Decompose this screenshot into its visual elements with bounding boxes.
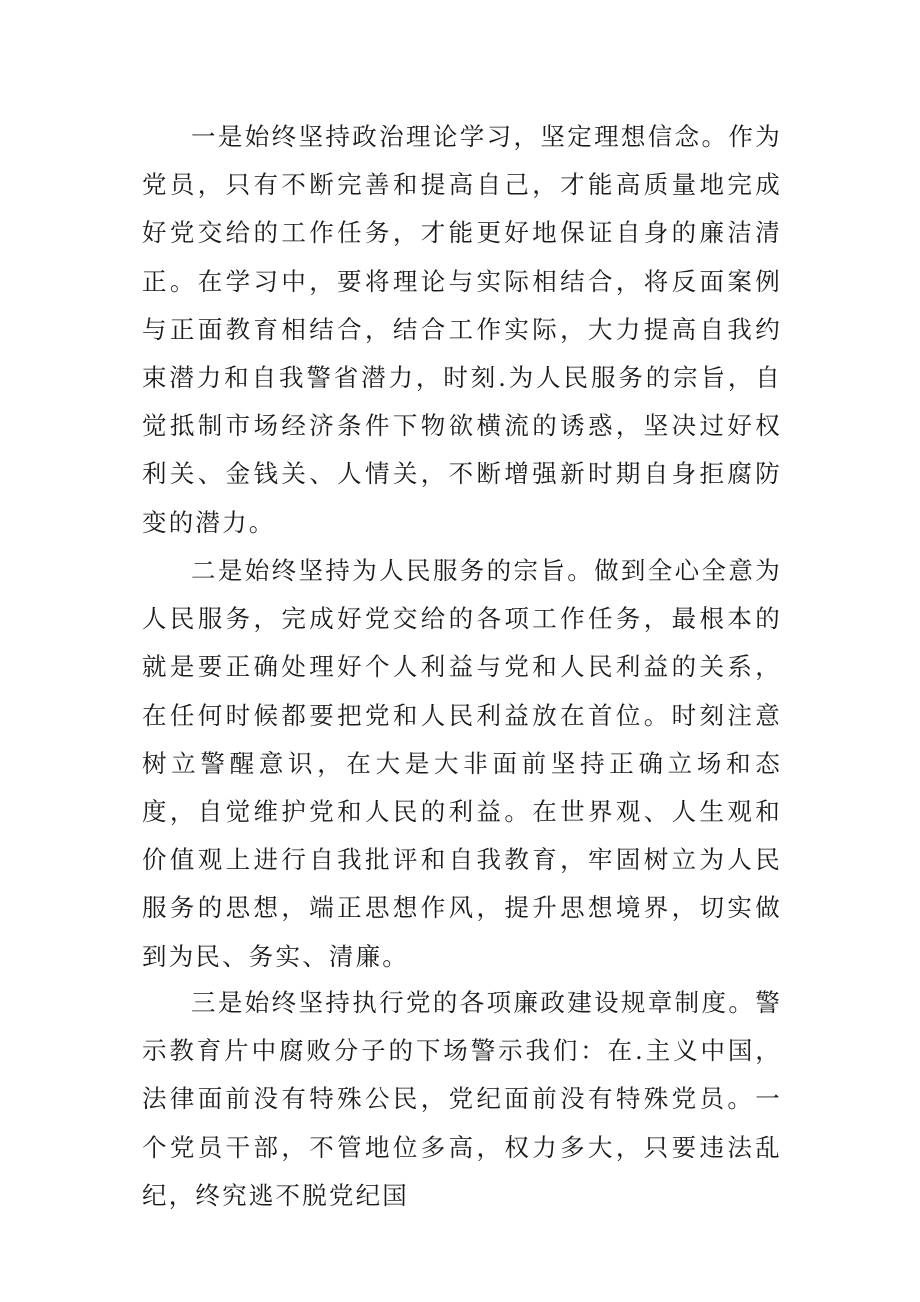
paragraph-political-study: 一是始终坚持政治理论学习，坚定理想信念。作为党员，只有不断完善和提高自己，才能高质量地完成好党交给的工作任务，才能更好地保证自身的廉洁清正。在学习中，要将理论与实际相结合，将反面案例与正面教育相结合，结合工作实际，大力提高自我约束潜力和自我警省潜力，时刻.为人民服务的宗旨，自觉抵制市场经济条件下物欲横流的诱惑，坚决过好权利关、金钱关、人情关，不断增强新时期自身拒腐防变的潜力。 bbox=[142, 122, 782, 537]
paragraph-integrity-rules: 三是始终坚持执行党的各项廉政建设规章制度。警示教育片中腐败分子的下场警示我们：在.主义中国，法律面前没有特殊公民，党纪面前没有特殊党员。一个党员干部，不管地位多高，权力多大，只要违法乱纪，终究逃不脱党纪国 bbox=[142, 988, 782, 1210]
paragraph-serve-people: 二是始终坚持为人民服务的宗旨。做到全心全意为人民服务，完成好党交给的各项工作任务，最根本的就是要正确处理好个人利益与党和人民利益的关系，在任何时候都要把党和人民利益放在首位。时刻注意树立警醒意识，在大是大非面前坚持正确立场和态度，自觉维护党和人民的利益。在世界观、人生观和价值观上进行自我批评和自我教育，牢固树立为人民服务的思想，端正思想作风，提升思想境界，切实做到为民、务实、清廉。 bbox=[142, 556, 782, 971]
